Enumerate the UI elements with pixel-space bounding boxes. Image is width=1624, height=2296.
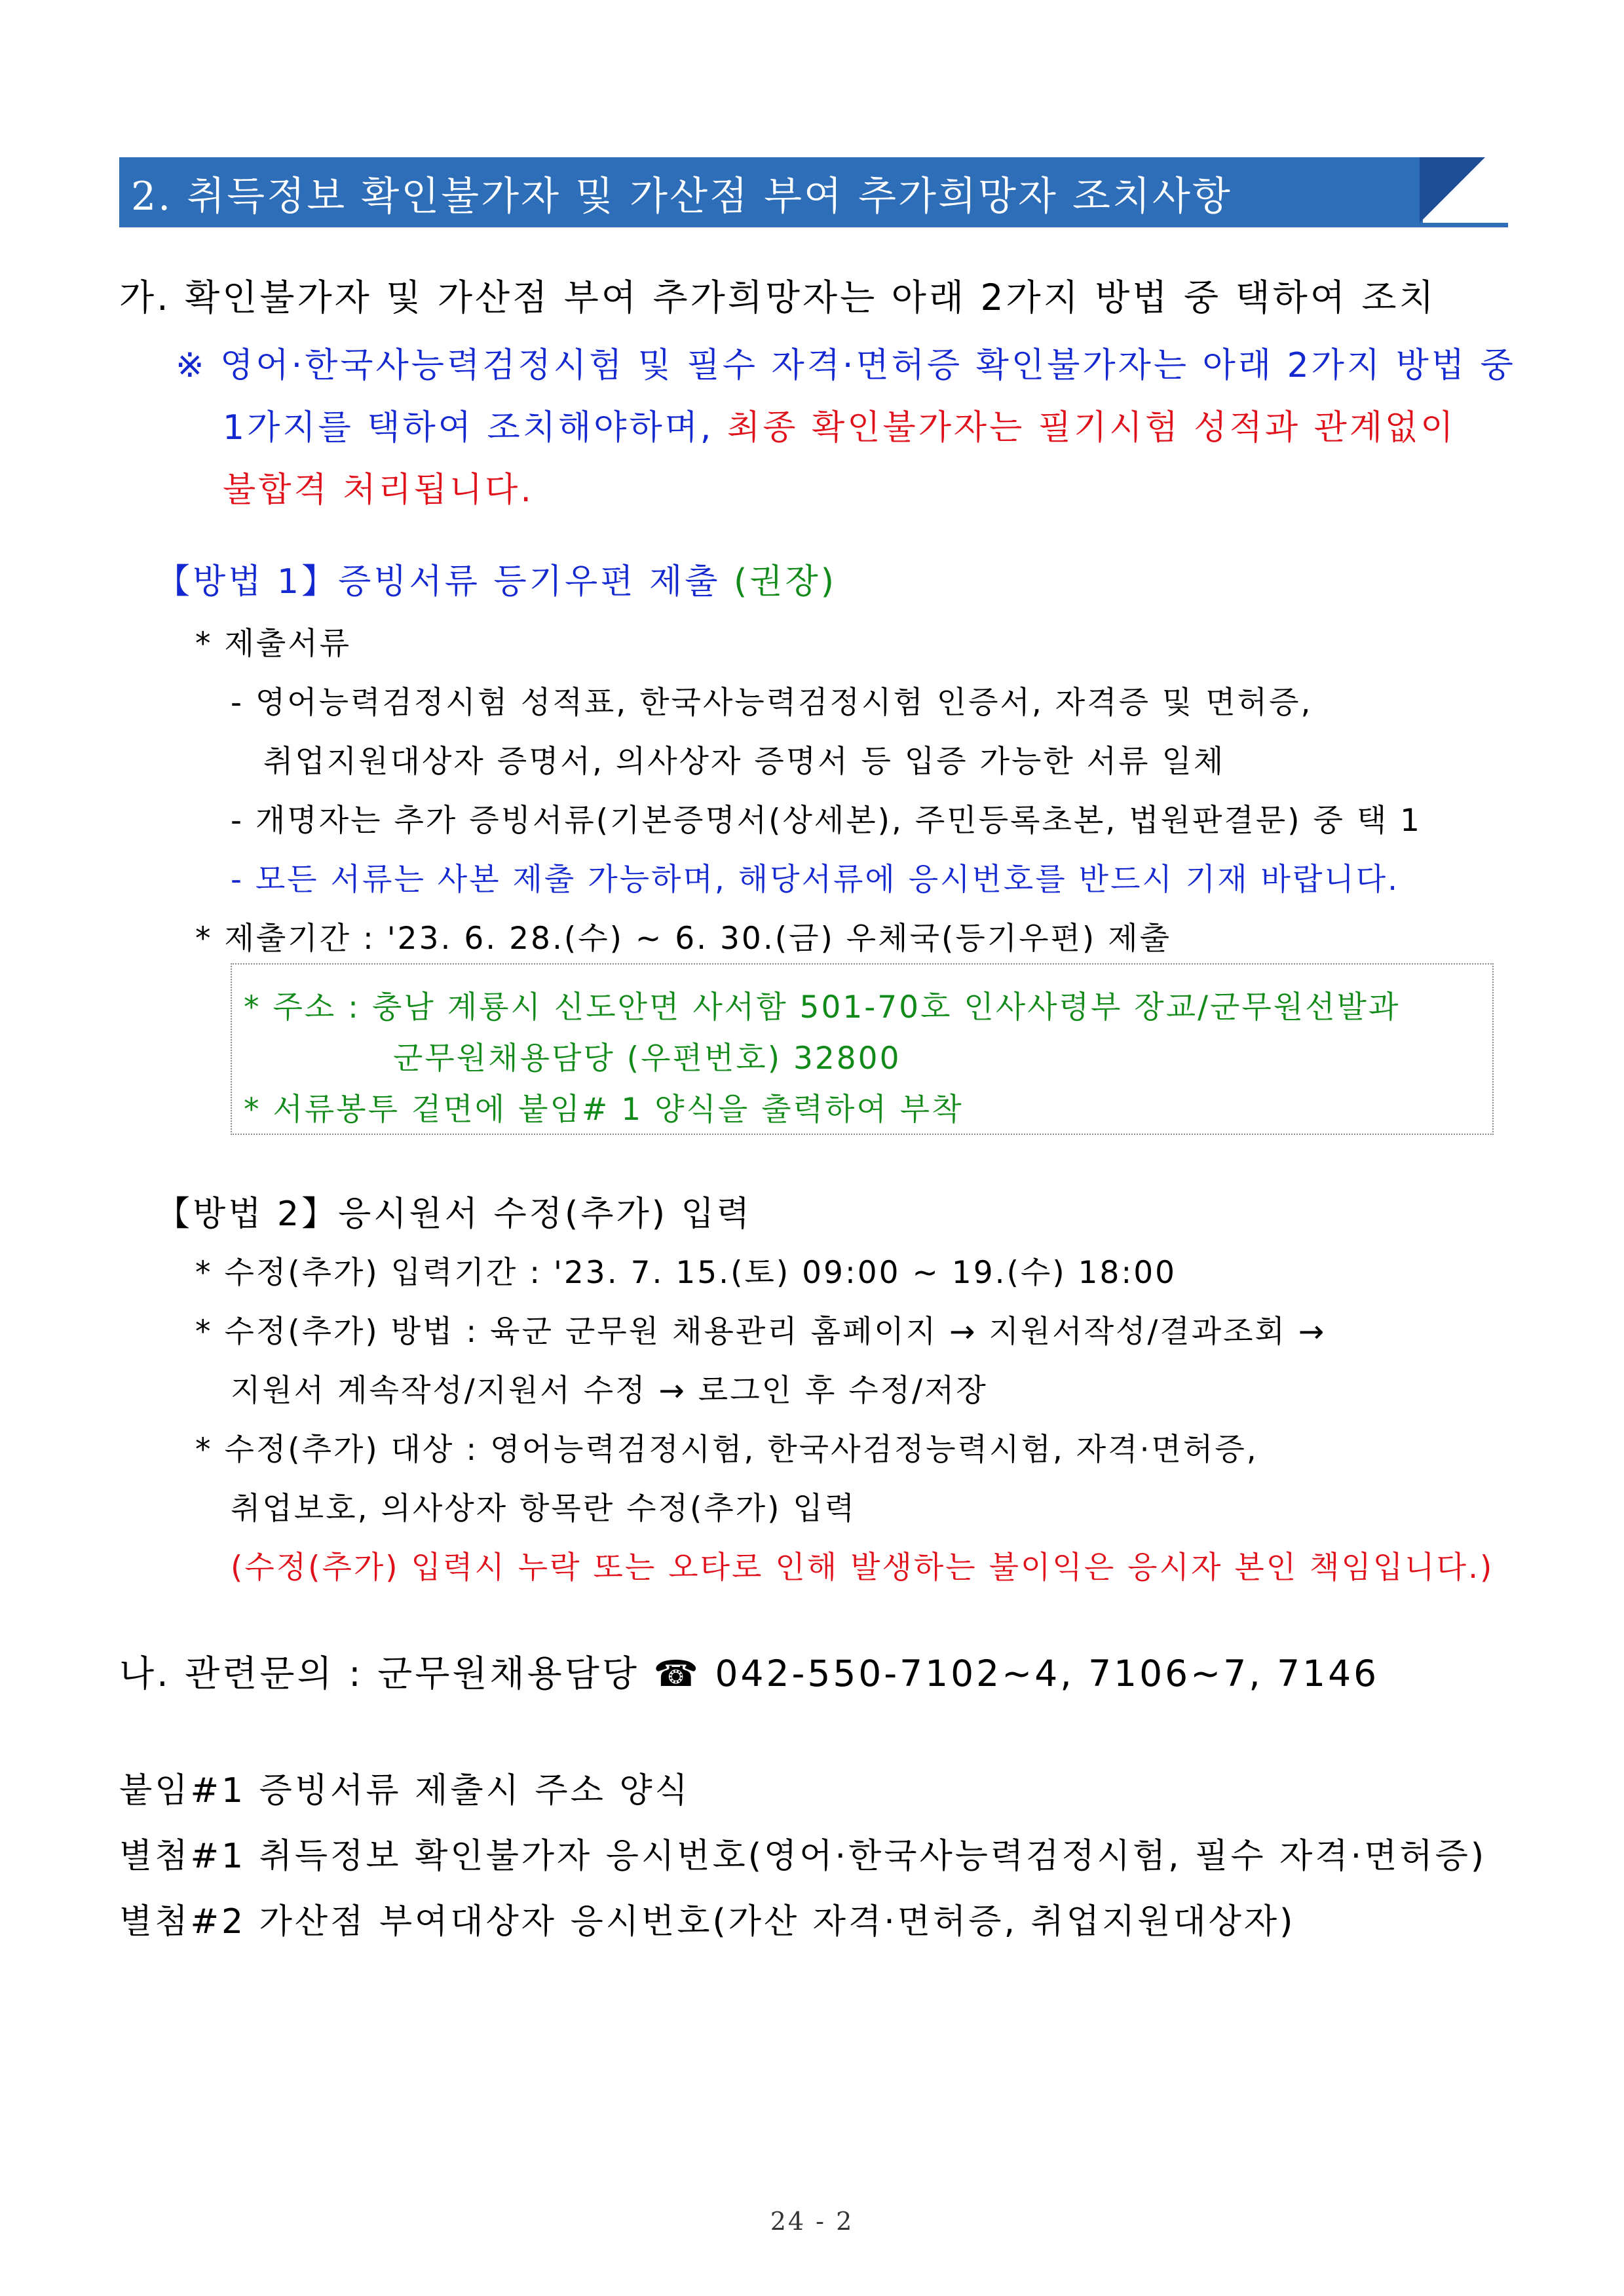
attachment-2: 별첨#1 취득정보 확인불가자 응시번호(영어·한국사능력검정시험, 필수 자격·면허증): [119, 1837, 1487, 1876]
note-line-1: ※ 영어·한국사능력검정시험 및 필수 자격·면허증 확인불가자는 아래 2가지 방법 중: [176, 346, 1516, 385]
method1-docs-label: * 제출서류: [195, 626, 352, 662]
note-line-3: 불합격 처리됩니다.: [223, 470, 534, 510]
note-line-2: [223, 400, 1456, 449]
method1-title: [156, 554, 837, 603]
method1-title-text: 【방법 1】증빙서류 등기우편 제출: [156, 562, 734, 602]
note-line-2-blue: 1가지를 택하여 조치해야하며,: [223, 408, 727, 448]
address-line-3: * 서류봉투 겉면에 붙임# 1 양식을 출력하여 부착: [244, 1092, 964, 1128]
method1-recommended: (권장): [734, 562, 837, 602]
paragraph-na: 나. 관련문의 : 군무원채용담당 ☎ 042-550-7102~4, 7106~7, 7146: [119, 1653, 1380, 1694]
method1-period: * 제출기간 : '23. 6. 28.(수) ~ 6. 30.(금) 우체국(등기우편) 제출: [195, 921, 1172, 957]
attachment-3: 별첨#2 가산점 부여대상자 응시번호(가산 자격·면허증, 취업지원대상자): [119, 1902, 1296, 1942]
section-banner: [119, 157, 1508, 229]
method2-how-line-2: 지원서 계속작성/지원서 수정 → 로그인 후 수정/저장: [231, 1373, 988, 1409]
address-line-2: 군무원채용담당 (우편번호) 32800: [393, 1041, 901, 1077]
method2-period: * 수정(추가) 입력기간 : '23. 7. 15.(토) 09:00 ~ 19.(수) 18:00: [195, 1255, 1177, 1291]
banner-tail: [1420, 157, 1485, 223]
banner-underline: [119, 223, 1508, 227]
paragraph-ga: 가. 확인불가자 및 가산점 부여 추가희망자는 아래 2가지 방법 중 택하여 조치: [119, 277, 1437, 318]
method2-target-line-1: * 수정(추가) 대상 : 영어능력검정시험, 한국사검정능력시험, 자격·면허증,: [195, 1432, 1258, 1468]
method1-docs-line-1: - 영어능력검정시험 성적표, 한국사능력검정시험 인증서, 자격증 및 면허증,: [231, 685, 1313, 721]
method2-how-line-1: * 수정(추가) 방법 : 육군 군무원 채용관리 홈페이지 → 지원서작성/결과조회 →: [195, 1314, 1327, 1350]
note-line-2-red: 최종 확인불가자는 필기시험 성적과 관계없이: [727, 408, 1456, 448]
page-number: 24 - 2: [770, 2207, 854, 2236]
attachment-1: 붙임#1 증빙서류 제출시 주소 양식: [119, 1771, 690, 1810]
method1-docs-line-3: - 개명자는 추가 증빙서류(기본증명서(상세본), 주민등록초본, 법원판결문) 중 택 1: [231, 803, 1422, 839]
method1-docs-line-2: 취업지원대상자 증명서, 의사상자 증명서 등 입증 가능한 서류 일체: [263, 744, 1226, 780]
section-title: 2. 취득정보 확인불가자 및 가산점 부여 추가희망자 조치사항: [131, 174, 1232, 220]
method2-title: 【방법 2】응시원서 수정(추가) 입력: [156, 1195, 753, 1234]
method1-docs-line-4: - 모든 서류는 사본 제출 가능하며, 해당서류에 응시번호를 반드시 기재 바랍니다.: [231, 862, 1400, 898]
address-line-1: * 주소 : 충남 계룡시 신도안면 사서함 501-70호 인사사령부 장교/군무원선발과: [244, 989, 1401, 1025]
method2-warning: (수정(추가) 입력시 누락 또는 오타로 인해 발생하는 불이익은 응시자 본인 책임입니다.): [231, 1550, 1494, 1586]
method2-target-line-2: 취업보호, 의사상자 항목란 수정(추가) 입력: [231, 1491, 857, 1527]
